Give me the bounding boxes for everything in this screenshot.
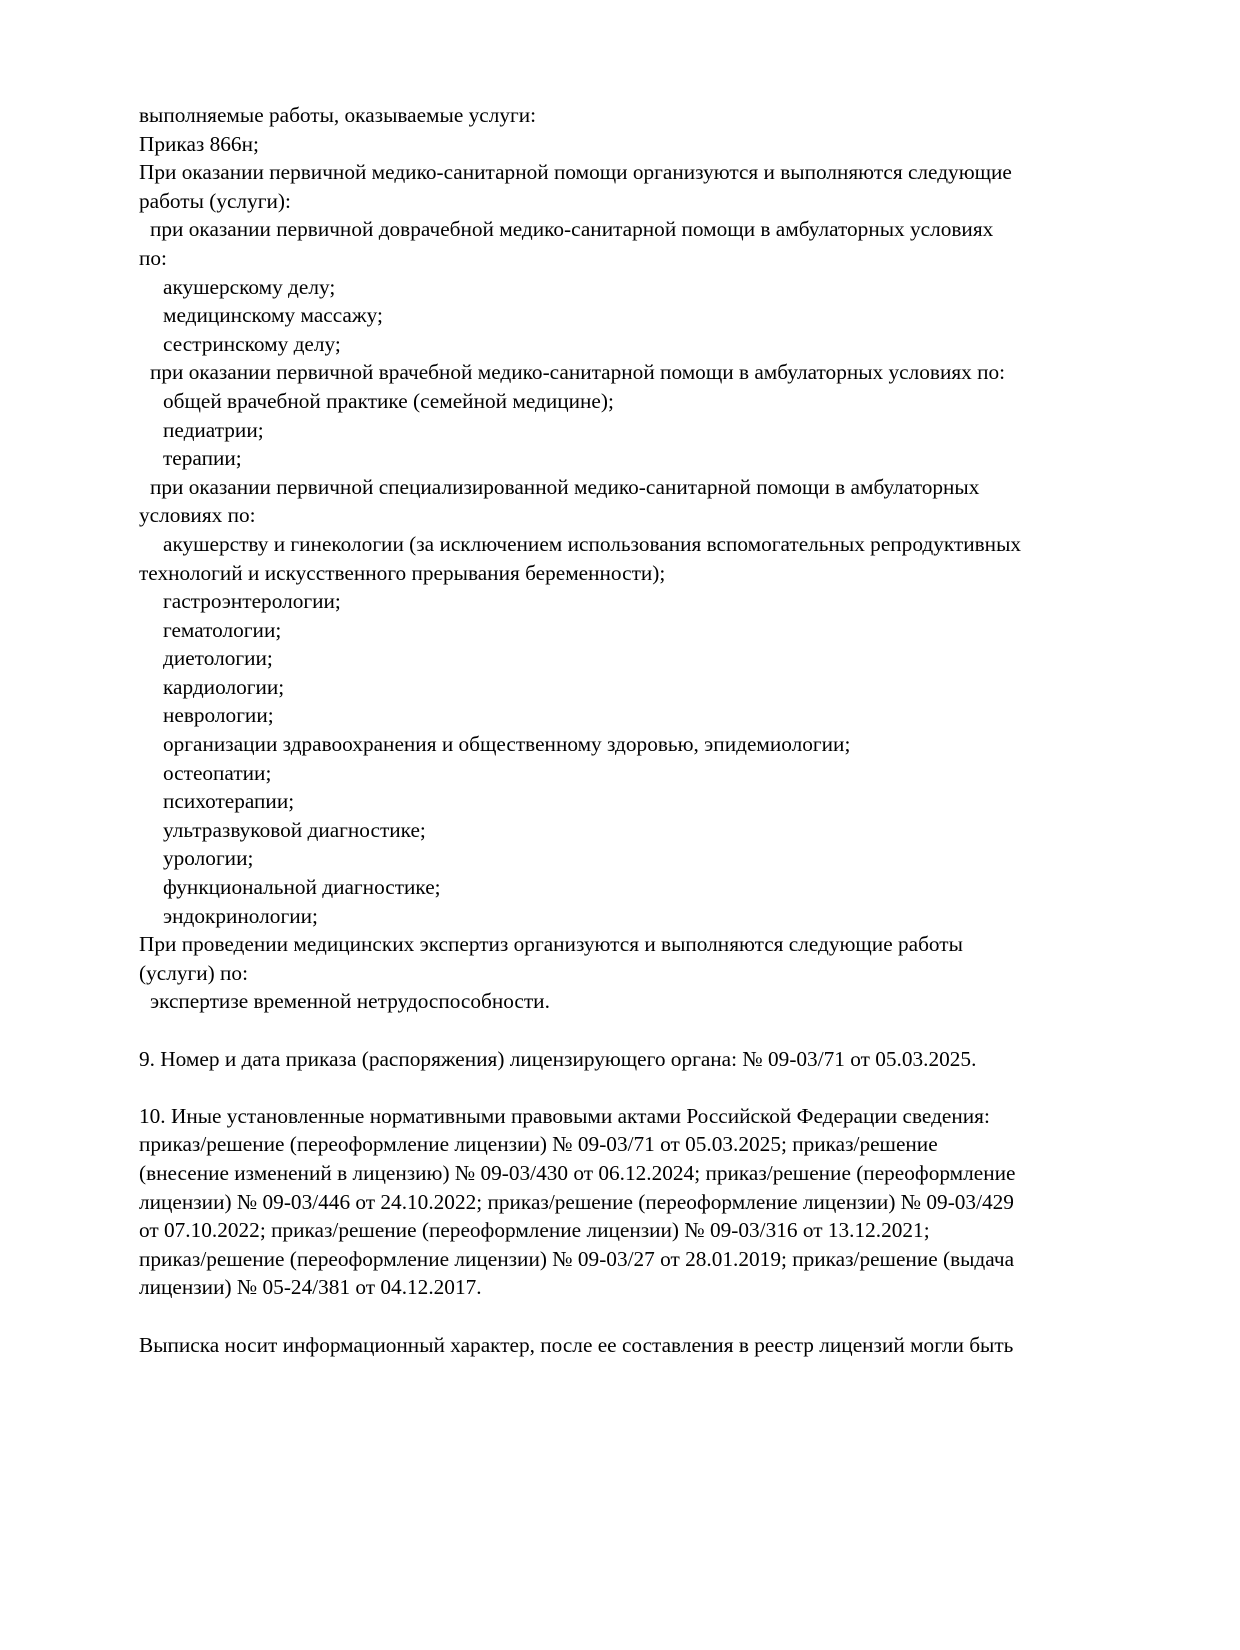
primary-care-intro: работы (услуги): [139,188,291,213]
list-item: акушерству и гинекологии (за исключением использования вспомогательных репродуктивных [163,531,1022,556]
section-10-text: (внесение изменений в лицензию) № 09-03/430 от 06.12.2024; приказ/решение (переоформление [139,1160,1016,1185]
list-item: кардиологии; [163,674,285,699]
list-item: педиатрии; [163,417,264,442]
list-item: диетологии; [163,646,273,671]
prevrach-title: при оказании первичной доврачебной медико-санитарной помощи в амбулаторных условиях [150,217,994,242]
section-10-text: лицензии) № 05-24/381 от 04.12.2017. [139,1275,482,1300]
list-item: экспертизе временной нетрудоспособности. [150,989,550,1014]
list-item: технологий и искусственного прерывания беременности); [139,560,666,585]
order-reference: Приказ 866н; [139,131,259,156]
list-item: психотерапии; [163,789,295,814]
list-item: гастроэнтерологии; [163,589,341,614]
prevrach-title: по: [139,245,167,270]
list-item: акушерскому делу; [163,274,336,299]
list-item: остеопатии; [163,760,272,785]
section-9: 9. Номер и дата приказа (распоряжения) лицензирующего органа: № 09-03/71 от 05.03.2025. [139,1046,977,1071]
vrach-title: при оказании первичной врачебной медико-санитарной помощи в амбулаторных условиях по: [150,360,1006,385]
list-item: сестринскому делу; [163,331,341,356]
paragraph-gap [139,1016,1139,1045]
list-item: организации здравоохранения и общественному здоровью, эпидемиологии; [163,732,851,757]
list-item: урологии; [163,846,254,871]
primary-care-intro: При оказании первичной медико-санитарной помощи организуются и выполняются следующие [139,160,1012,185]
list-item: гематологии; [163,617,282,642]
paragraph-gap [139,1073,1139,1102]
list-item: ультразвуковой диагностике; [163,817,426,842]
section-10-text: лицензии) № 09-03/446 от 24.10.2022; приказ/решение (переоформление лицензии) № 09-03/429 [139,1189,1014,1214]
list-item: общей врачебной практике (семейной медицине); [163,388,614,413]
list-item: функциональной диагностике; [163,875,441,900]
header-line: выполняемые работы, оказываемые услуги: [139,103,537,127]
section-10-text: приказ/решение (переоформление лицензии) № 09-03/71 от 05.03.2025; приказ/решение [139,1132,938,1157]
special-title: при оказании первичной специализированной медико-санитарной помощи в амбулаторных [150,474,980,499]
expertise-intro: (услуги) по: [139,960,248,985]
section-10: 10. Иные установленные нормативными правовыми актами Российской Федерации сведения: [139,1103,990,1128]
section-10-text: от 07.10.2022; приказ/решение (переоформление лицензии) № 09-03/316 от 13.12.2021; [139,1218,930,1243]
list-item: неврологии; [163,703,274,728]
list-item: медицинскому массажу; [163,303,383,328]
expertise-intro: При проведении медицинских экспертиз организуются и выполняются следующие работы [139,932,963,957]
footer-note: Выписка носит информационный характер, после ее составления в реестр лицензий могли быть [139,1332,1014,1357]
list-item: терапии; [163,446,242,471]
paragraph-gap [139,1302,1139,1331]
list-item: эндокринологии; [163,903,318,928]
document-page [139,101,1139,1359]
section-10-text: приказ/решение (переоформление лицензии) № 09-03/27 от 28.01.2019; приказ/решение (выдача [139,1246,1015,1271]
special-title: условиях по: [139,503,256,528]
